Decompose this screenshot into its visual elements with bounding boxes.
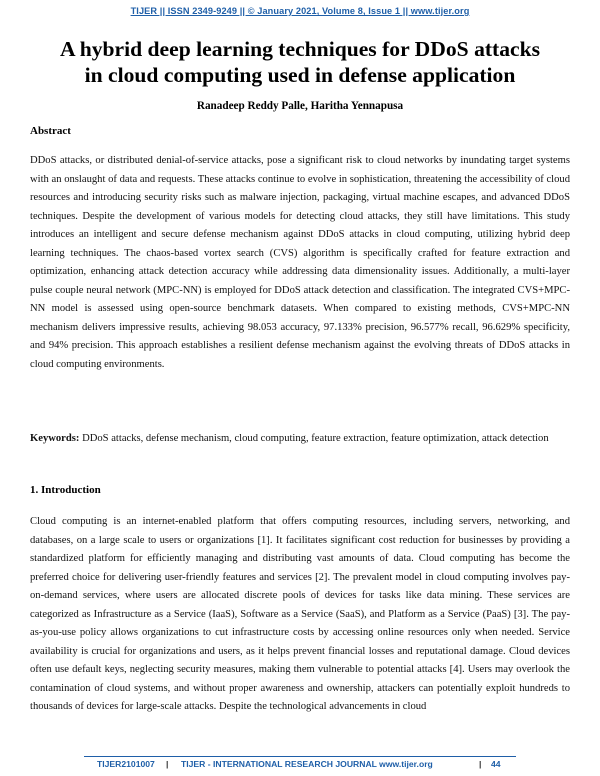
author-names: Ranadeep Reddy Palle, Haritha Yennapusa (196, 100, 404, 112)
title-line-2: in cloud computing used in defense application (84, 63, 516, 87)
footer-separator: | (166, 759, 169, 769)
introduction-text: Cloud computing is an internet-enabled platform that offers computing resources, including servers, networking, and databases, on a large scale to users or organizations [1]. It facilitates significant cost reduction for businesses by providing a standardized platform for efficiently managing and distributing vast amounts of data. Cloud computing has become the preferred choice for delivering user-friendly features and services [2]. The prevalent model in cloud computing involves pay-on-demand services, where users are allocated discrete pools of devices for tasks like data mining. These services are categorized as Infrastructure as a Service (IaaS), Software as a Service (SaaS), and Platform as a Service (PaaS) [3]. The pay-as-you-use policy allows organizations to cut infrastructure costs by accessing online resources only when needed. Service availability is crucial for organizations and users, as it helps prevent financial losses and reputational damage. Cloud devices often use default keys, neglecting security measures, making them vulnerable to potential attacks [4]. Users may overlook the contamination of cloud systems, and without proper awareness and ownership, attackers can potentially exploit hundreds to thousands of devices for large-scale attacks. Despite the technological advancements in cloud (30, 516, 570, 712)
abstract-heading: Abstract (30, 125, 71, 137)
page-footer (0, 756, 600, 772)
footer-separator: | (479, 759, 482, 769)
paper-title (20, 36, 580, 88)
footer-divider (84, 756, 516, 757)
introduction-heading: 1. Introduction (30, 484, 101, 496)
journal-header[interactable]: TIJER || ISSN 2349-9249 || © January 2021, Volume 8, Issue 1 || www.tijer.org (130, 6, 470, 16)
keywords (30, 430, 570, 449)
keywords-text: DDoS attacks, defense mechanism, cloud computing, feature extraction, feature optimization, attack detection (79, 433, 549, 444)
abstract-text: DDoS attacks, or distributed denial-of-service attacks, pose a significant risk to cloud networks by inundating target systems with an onslaught of data and requests. These attacks continue to evolve in sophistication, threatening the accessibility of cloud resources and introducing security risks such as malware injection, packaging, virtual machine escapes, and advanced DDoS techniques. Despite the development of various models for detecting cloud attacks, they still have limitations. This study introduces an intelligent and secure defense mechanism against DDoS attacks in cloud computing, utilizing hybrid deep learning techniques. The chaos-based vortex search (CVS) algorithm is specifically crafted for feature extraction and optimization, enhancing attack detection accuracy while addressing data dimensionality issues. Additionally, a multi-layer pulse couple neural network (MPC-NN) is employed for DDoS attack detection and classification. The integrated CVS+MPC-NN model is assessed using open-source benchmark datasets. When compared to existing methods, CVS+MPC-NN mechanism delivers impressive results, achieving 98.053 accuracy, 97.133% precision, 96.577% recall, 96.629% specificity, and 94% precision. This approach establishes a resilient defense mechanism against the evolving threats of DDoS attacks in cloud computing environments. (30, 155, 570, 370)
title-line-1: A hybrid deep learning techniques for DDoS attacks (59, 37, 541, 61)
footer-paper-id: TIJER2101007 (97, 759, 155, 769)
keywords-label: Keywords: (30, 433, 80, 444)
footer-journal[interactable]: TIJER - INTERNATIONAL RESEARCH JOURNAL www.tijer.org (181, 759, 433, 769)
footer-page-number: 44 (491, 759, 501, 769)
